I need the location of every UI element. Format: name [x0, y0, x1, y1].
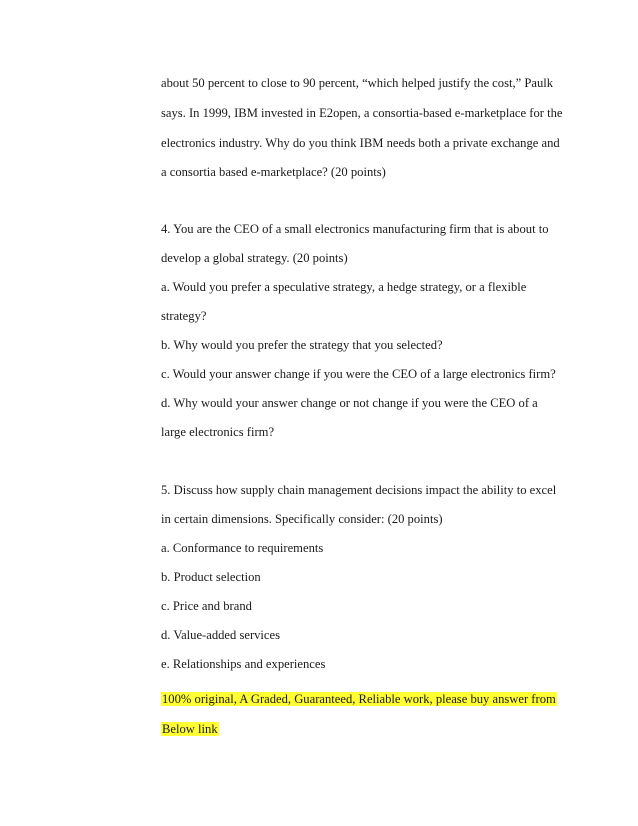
- question-4d-line: large electronics firm?: [161, 425, 275, 439]
- question-4c-line: c. Would your answer change if you were the CEO of a large electronics firm?: [161, 367, 556, 381]
- paragraph-line: about 50 percent to close to 90 percent, “which helped justify the cost,” Paulk: [161, 76, 554, 90]
- question-5-line: 5. Discuss how supply chain management decisions impact the ability to excel: [161, 483, 557, 497]
- question-4a-line: strategy?: [161, 309, 207, 323]
- highlight-text: Below link: [162, 722, 218, 736]
- question-4d-line: d. Why would your answer change or not change if you were the CEO of a: [161, 396, 538, 410]
- question-4a-line: a. Would you prefer a speculative strategy, a hedge strategy, or a flexible: [161, 280, 527, 294]
- question-5b-line: b. Product selection: [161, 570, 261, 584]
- highlight-text: 100% original, A Graded, Guaranteed, Reliable work, please buy answer from: [162, 692, 556, 706]
- paragraph-line: a consortia based e-marketplace? (20 points): [161, 165, 386, 179]
- question-5d-line: d. Value-added services: [161, 628, 281, 642]
- highlighted-line: [161, 691, 557, 707]
- question-4-line: develop a global strategy. (20 points): [161, 251, 348, 265]
- question-4b-line: b. Why would you prefer the strategy that you selected?: [161, 338, 443, 352]
- paragraph-line: electronics industry. Why do you think IBM needs both a private exchange and: [161, 136, 560, 150]
- question-5e-line: e. Relationships and experiences: [161, 657, 326, 671]
- highlighted-line: [161, 721, 219, 737]
- question-4-line: 4. You are the CEO of a small electronics manufacturing firm that is about to: [161, 222, 549, 236]
- question-5-line: in certain dimensions. Specifically consider: (20 points): [161, 512, 443, 526]
- paragraph-line: says. In 1999, IBM invested in E2open, a consortia-based e-marketplace for the: [161, 106, 563, 120]
- question-5c-line: c. Price and brand: [161, 599, 252, 613]
- question-5a-line: a. Conformance to requirements: [161, 541, 324, 555]
